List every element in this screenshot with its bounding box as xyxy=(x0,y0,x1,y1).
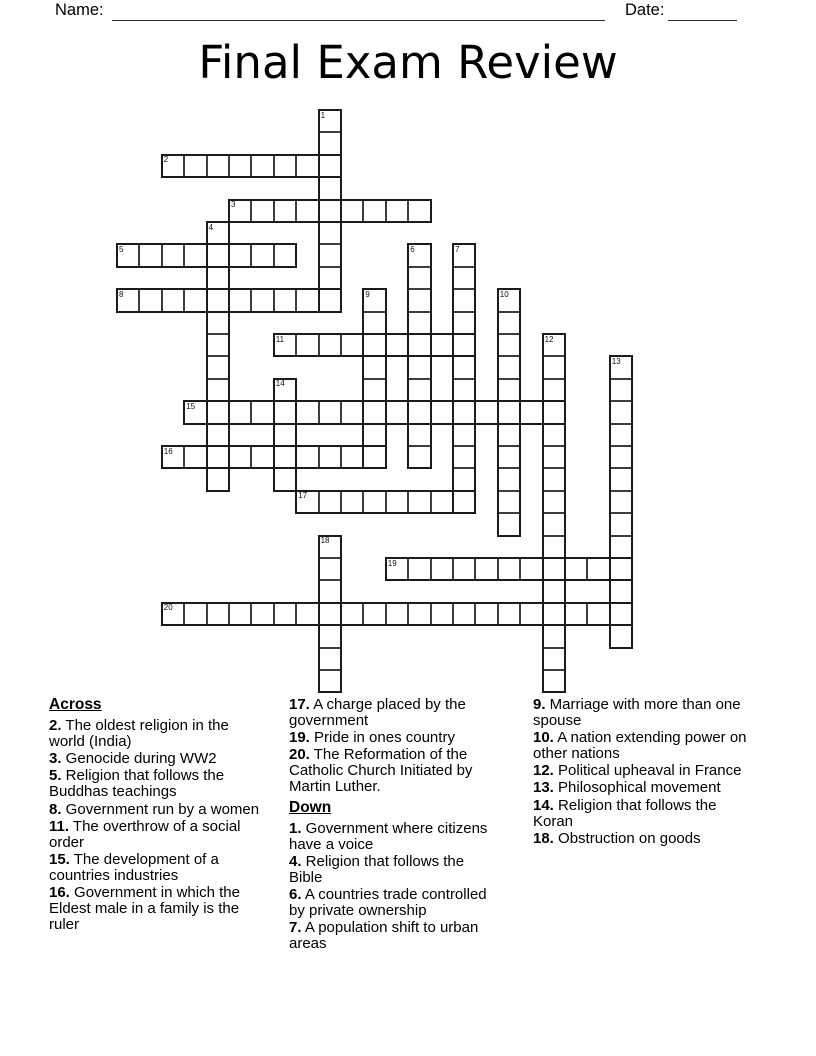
grid-cell[interactable] xyxy=(319,244,341,266)
grid-cell[interactable] xyxy=(319,670,341,692)
grid-cell[interactable] xyxy=(184,446,206,468)
grid-cell[interactable] xyxy=(408,334,430,356)
grid-cell[interactable] xyxy=(610,580,632,602)
clue-4: 4. Religion that follows the Bible xyxy=(289,852,465,886)
grid-cell[interactable] xyxy=(431,603,453,625)
clue-number-label: 13 xyxy=(611,356,621,366)
clue-number-label: 19 xyxy=(387,558,397,568)
grid-cell[interactable] xyxy=(408,289,430,311)
clue-13: 13. Philosophical movement xyxy=(533,779,721,797)
grid-cell[interactable] xyxy=(207,379,229,401)
clue-17: 17. A charge placed by the government xyxy=(289,696,466,730)
grid-cell[interactable] xyxy=(251,446,273,468)
grid-cell[interactable] xyxy=(274,401,296,423)
grid-cell[interactable] xyxy=(319,132,341,154)
grid-cell[interactable] xyxy=(498,513,520,535)
grid-cell[interactable] xyxy=(296,155,318,177)
grid-cell[interactable] xyxy=(229,401,251,423)
grid-cell[interactable] xyxy=(319,177,341,199)
clue-15: 15. The development of a countries industries xyxy=(49,850,219,884)
grid-cell[interactable] xyxy=(341,491,363,513)
clue-number-label: 1 xyxy=(320,110,326,120)
clue-number-label: 6 xyxy=(410,244,415,254)
grid-cell[interactable] xyxy=(498,379,520,401)
grid-cell[interactable] xyxy=(498,312,520,334)
grid-cell[interactable] xyxy=(319,491,341,513)
grid-cell[interactable] xyxy=(207,401,229,423)
grid-cell[interactable] xyxy=(408,312,430,334)
grid-cell[interactable] xyxy=(207,334,229,356)
clues-section-heading: Across xyxy=(49,696,102,713)
grid-cell[interactable] xyxy=(184,289,206,311)
grid-cell[interactable] xyxy=(543,603,565,625)
grid-cell[interactable] xyxy=(431,491,453,513)
clue-10: 10. A nation extending power on other nations xyxy=(533,729,747,763)
grid-cell[interactable] xyxy=(207,244,229,266)
grid-cell[interactable] xyxy=(543,670,565,692)
clue-5: 5. Religion that follows the Buddhas teachings xyxy=(49,767,225,801)
grid-cell[interactable] xyxy=(475,558,497,580)
grid-cell[interactable] xyxy=(498,356,520,378)
grid-cell[interactable] xyxy=(543,513,565,535)
clue-2: 2. The oldest religion in the world (India) xyxy=(49,717,229,751)
clue-number-label: 2 xyxy=(163,155,169,165)
clue-number-label: 8 xyxy=(119,289,124,299)
grid-cell[interactable] xyxy=(453,558,475,580)
grid-cell[interactable] xyxy=(207,312,229,334)
grid-cell[interactable] xyxy=(498,491,520,513)
grid-cell[interactable] xyxy=(319,200,341,222)
grid-cell[interactable] xyxy=(229,289,251,311)
clue-number-label: 11 xyxy=(275,334,285,344)
grid-cell[interactable] xyxy=(408,491,430,513)
clue-9: 9. Marriage with more than one spouse xyxy=(533,696,741,730)
grid-cell[interactable] xyxy=(229,446,251,468)
grid-cell[interactable] xyxy=(543,356,565,378)
grid-cell[interactable] xyxy=(363,312,385,334)
grid-cell[interactable] xyxy=(543,648,565,670)
grid-cell[interactable] xyxy=(341,334,363,356)
clue-number-label: 12 xyxy=(544,334,554,344)
grid-cell[interactable] xyxy=(319,558,341,580)
clue-number-label: 17 xyxy=(298,491,308,501)
grid-cell[interactable] xyxy=(520,603,542,625)
clue-6: 6. A countries trade controlled by private ownership xyxy=(289,886,487,920)
grid-cell[interactable] xyxy=(610,379,632,401)
grid-cell[interactable] xyxy=(565,558,587,580)
clue-number-label: 5 xyxy=(119,244,124,254)
grid-cell[interactable] xyxy=(610,513,632,535)
name-label: Name: xyxy=(55,1,104,19)
grid-cell[interactable] xyxy=(274,244,296,266)
grid-cell[interactable] xyxy=(319,289,341,311)
grid-cell[interactable] xyxy=(610,625,632,647)
grid-cell[interactable] xyxy=(498,446,520,468)
grid-cell[interactable] xyxy=(363,401,385,423)
grid-cell[interactable] xyxy=(453,379,475,401)
grid-cell[interactable] xyxy=(408,379,430,401)
grid-cell[interactable] xyxy=(207,356,229,378)
grid-cell[interactable] xyxy=(229,244,251,266)
grid-cell[interactable] xyxy=(453,334,475,356)
grid-cell[interactable] xyxy=(498,401,520,423)
grid-cell[interactable] xyxy=(251,603,273,625)
grid-cell[interactable] xyxy=(363,379,385,401)
grid-cell[interactable] xyxy=(184,603,206,625)
clue-column-3 xyxy=(533,697,747,848)
grid-cell[interactable] xyxy=(408,401,430,423)
clue-number-label: 3 xyxy=(231,200,236,210)
grid-cell[interactable] xyxy=(162,244,184,266)
grid-cell[interactable] xyxy=(274,603,296,625)
grid-cell[interactable] xyxy=(229,603,251,625)
grid-cell[interactable] xyxy=(543,558,565,580)
grid-cell[interactable] xyxy=(520,558,542,580)
clue-3: 3. Genocide during WW2 xyxy=(49,750,217,768)
grid-cell[interactable] xyxy=(251,155,273,177)
grid-cell[interactable] xyxy=(341,200,363,222)
grid-cell[interactable] xyxy=(184,244,206,266)
grid-cell[interactable] xyxy=(587,603,609,625)
clue-11: 11. The overthrow of a social order xyxy=(49,817,241,851)
grid-cell[interactable] xyxy=(498,424,520,446)
grid-cell[interactable] xyxy=(319,155,341,177)
grid-cell[interactable] xyxy=(431,401,453,423)
clue-number-label: 20 xyxy=(163,603,173,613)
grid-cell[interactable] xyxy=(498,603,520,625)
grid-cell[interactable] xyxy=(610,468,632,490)
grid-cell[interactable] xyxy=(207,155,229,177)
grid-cell[interactable] xyxy=(207,468,229,490)
grid-cell[interactable] xyxy=(296,446,318,468)
grid-cell[interactable] xyxy=(453,267,475,289)
grid-cell[interactable] xyxy=(274,289,296,311)
date-label: Date: xyxy=(625,1,665,19)
grid-cell[interactable] xyxy=(319,648,341,670)
grid-cell[interactable] xyxy=(251,244,273,266)
grid-cell[interactable] xyxy=(475,603,497,625)
grid-cell[interactable] xyxy=(184,155,206,177)
grid-cell[interactable] xyxy=(453,468,475,490)
grid-cell[interactable] xyxy=(610,603,632,625)
grid-cell[interactable] xyxy=(341,446,363,468)
grid-cell[interactable] xyxy=(453,603,475,625)
grid-cell[interactable] xyxy=(453,289,475,311)
grid-cell[interactable] xyxy=(363,491,385,513)
grid-cell[interactable] xyxy=(520,401,542,423)
clue-18: 18. Obstruction on goods xyxy=(533,829,701,847)
grid-cell[interactable] xyxy=(386,401,408,423)
grid-cell[interactable] xyxy=(363,334,385,356)
grid-cell[interactable] xyxy=(543,379,565,401)
grid-cell[interactable] xyxy=(363,446,385,468)
grid-cell[interactable] xyxy=(319,401,341,423)
grid-cell[interactable] xyxy=(363,603,385,625)
clue-number-label: 7 xyxy=(455,244,460,254)
clue-number-label: 16 xyxy=(163,446,173,456)
grid-cell[interactable] xyxy=(341,603,363,625)
grid-cell[interactable] xyxy=(296,334,318,356)
grid-cell[interactable] xyxy=(610,401,632,423)
clue-number-label: 9 xyxy=(365,289,370,299)
grid-cell[interactable] xyxy=(431,558,453,580)
grid-cell[interactable] xyxy=(610,536,632,558)
grid-cell[interactable] xyxy=(251,401,273,423)
grid-cell[interactable] xyxy=(207,289,229,311)
grid-cell[interactable] xyxy=(408,424,430,446)
grid-cell[interactable] xyxy=(207,603,229,625)
grid-cell[interactable] xyxy=(610,558,632,580)
grid-cell[interactable] xyxy=(453,312,475,334)
grid-cell[interactable] xyxy=(453,424,475,446)
grid-cell[interactable] xyxy=(274,200,296,222)
clue-19: 19. Pride in ones country xyxy=(289,729,455,747)
clue-number-label: 14 xyxy=(275,379,285,389)
clue-7: 7. A population shift to urban areas xyxy=(289,919,479,953)
grid-cell[interactable] xyxy=(610,491,632,513)
grid-cell[interactable] xyxy=(296,401,318,423)
grid-cell[interactable] xyxy=(162,289,184,311)
grid-cell[interactable] xyxy=(319,267,341,289)
grid-cell[interactable] xyxy=(296,603,318,625)
grid-cell[interactable] xyxy=(274,468,296,490)
grid-cell[interactable] xyxy=(408,200,430,222)
grid-cell[interactable] xyxy=(408,558,430,580)
grid-cell[interactable] xyxy=(408,446,430,468)
clue-column-2 xyxy=(289,697,493,953)
grid-cell[interactable] xyxy=(319,625,341,647)
grid-cell[interactable] xyxy=(543,580,565,602)
grid-cell[interactable] xyxy=(363,200,385,222)
clue-number-label: 15 xyxy=(186,401,196,411)
grid-cell[interactable] xyxy=(319,222,341,244)
grid-cell[interactable] xyxy=(319,334,341,356)
grid-cell[interactable] xyxy=(498,334,520,356)
grid-cell[interactable] xyxy=(319,446,341,468)
grid-cell[interactable] xyxy=(610,446,632,468)
grid-cell[interactable] xyxy=(296,200,318,222)
grid-cell[interactable] xyxy=(543,625,565,647)
grid-cell[interactable] xyxy=(229,155,251,177)
grid-cell[interactable] xyxy=(498,468,520,490)
grid-cell[interactable] xyxy=(386,603,408,625)
grid-cell[interactable] xyxy=(251,289,273,311)
clue-16: 16. Government in which the Eldest male in a family is the ruler xyxy=(49,884,240,934)
grid-cell[interactable] xyxy=(386,491,408,513)
grid-cell[interactable] xyxy=(408,603,430,625)
clue-12: 12. Political upheaval in France xyxy=(533,762,742,780)
clue-number-label: 18 xyxy=(320,536,330,546)
grid-cell[interactable] xyxy=(274,424,296,446)
grid-cell[interactable] xyxy=(408,267,430,289)
grid-cell[interactable] xyxy=(543,536,565,558)
grid-cell[interactable] xyxy=(543,401,565,423)
grid-cell[interactable] xyxy=(319,603,341,625)
grid-cell[interactable] xyxy=(319,580,341,602)
grid-cell[interactable] xyxy=(543,424,565,446)
clue-14: 14. Religion that follows the Koran xyxy=(533,796,717,830)
grid-cell[interactable] xyxy=(139,289,161,311)
clue-8: 8. Government run by a women xyxy=(49,800,260,818)
grid-cell[interactable] xyxy=(565,603,587,625)
grid-cell[interactable] xyxy=(274,446,296,468)
grid-cell[interactable] xyxy=(386,334,408,356)
grid-cell[interactable] xyxy=(475,401,497,423)
clue-1: 1. Government where citizens have a voice xyxy=(289,819,488,853)
grid-cell[interactable] xyxy=(386,200,408,222)
clue-number-label: 4 xyxy=(208,222,214,232)
grid-cell[interactable] xyxy=(274,155,296,177)
grid-cell[interactable] xyxy=(543,491,565,513)
grid-cell[interactable] xyxy=(453,356,475,378)
page-title: Final Exam Review xyxy=(198,36,618,89)
grid-cell[interactable] xyxy=(453,446,475,468)
grid-cell[interactable] xyxy=(207,267,229,289)
grid-cell[interactable] xyxy=(408,356,430,378)
grid-cell[interactable] xyxy=(363,424,385,446)
grid-cell[interactable] xyxy=(453,491,475,513)
clues-section-heading: Down xyxy=(289,798,332,816)
grid-cell[interactable] xyxy=(139,244,161,266)
grid-cell[interactable] xyxy=(363,356,385,378)
grid-cell[interactable] xyxy=(587,558,609,580)
clue-20: 20. The Reformation of the Catholic Church Initiated by Martin Luther. xyxy=(289,746,473,796)
clue-column-1 xyxy=(49,697,262,934)
grid-cell[interactable] xyxy=(207,446,229,468)
clue-number-label: 10 xyxy=(499,289,509,299)
grid-cell[interactable] xyxy=(498,558,520,580)
grid-cell[interactable] xyxy=(431,334,453,356)
grid-cell[interactable] xyxy=(296,289,318,311)
grid-cell[interactable] xyxy=(341,401,363,423)
grid-cell[interactable] xyxy=(251,200,273,222)
grid-cell[interactable] xyxy=(543,468,565,490)
grid-cell[interactable] xyxy=(610,424,632,446)
grid-cell[interactable] xyxy=(207,424,229,446)
grid-cell[interactable] xyxy=(453,401,475,423)
grid-cell[interactable] xyxy=(543,446,565,468)
